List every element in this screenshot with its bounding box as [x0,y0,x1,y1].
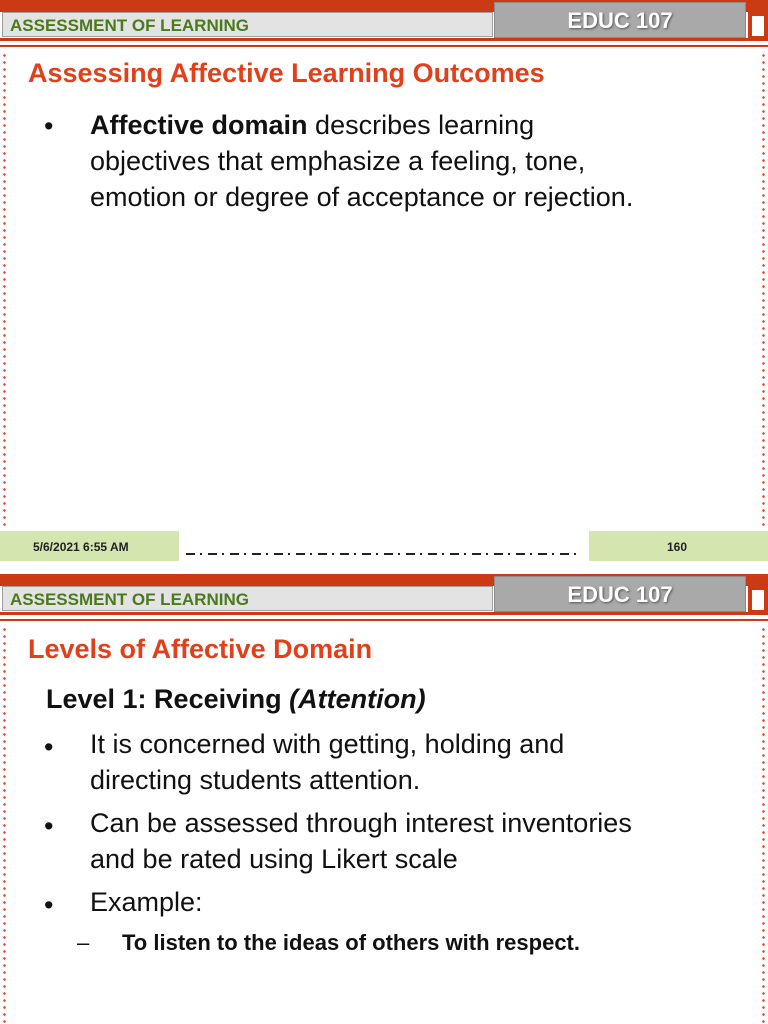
bullet-2-line-1: Can be assessed through interest inventories [90,808,632,838]
course-badge [494,2,746,38]
sub-bullet-text: To listen to the ideas of others with respect. [122,930,580,955]
level-heading-italic: (Attention) [289,684,426,714]
header-divider-thin [0,45,768,47]
header-divider-thin [0,619,768,621]
header-divider [0,38,768,41]
footer-page-number: 160 [667,540,688,554]
bullet-line-1-rest: describes learning [307,110,535,140]
bullet-1-line-1: It is concerned with getting, holding and [90,729,565,759]
bullet-text-1 [90,726,564,798]
footer-dash-line [186,553,582,555]
bullet-text-3 [90,884,203,920]
bullet-icon: • [44,890,54,920]
header-bar [2,586,493,611]
right-dotted-border [762,52,765,530]
slide-2 [0,574,768,1024]
bullet-icon: • [44,732,54,762]
slide-title: Assessing Affective Learning Outcomes [28,58,545,88]
corner-ornament [748,12,768,40]
header-label: ASSESSMENT OF LEARNING [10,590,249,609]
slide-title: Levels of Affective Domain [28,634,373,664]
course-badge [494,576,746,612]
course-label: EDUC 107 [567,8,673,33]
bullet-line-2: objectives that emphasize a feeling, tone, [90,146,586,176]
bullet-icon: • [44,811,54,841]
bullet-line-1 [90,107,633,143]
bullet-term: Affective domain [90,110,308,140]
level-heading-text: Level 1: Receiving [46,684,282,714]
bullet-text [90,107,633,215]
level-heading [46,684,426,715]
course-label: EDUC 107 [567,582,673,607]
corner-ornament [748,586,768,614]
header-bar [2,12,493,37]
footer-datetime: 5/6/2021 6:55 AM [33,540,129,554]
header-label: ASSESSMENT OF LEARNING [10,16,249,35]
bullet-2-line-2: and be rated using Likert scale [90,844,458,874]
bullet-3-line-1: Example: [90,887,203,917]
header-divider [0,612,768,615]
footer-page-box [589,531,768,561]
sub-bullet-dash: – [77,930,90,955]
right-dotted-border [762,626,765,1024]
bullet-line-3: emotion or degree of acceptance or rejection. [90,182,634,212]
left-dotted-border [3,52,6,530]
footer-date-box [0,531,179,561]
left-dotted-border [3,626,6,1024]
bullet-icon: • [44,111,54,141]
bullet-1-line-2: directing students attention. [90,765,421,795]
bullet-text-2 [90,805,632,877]
